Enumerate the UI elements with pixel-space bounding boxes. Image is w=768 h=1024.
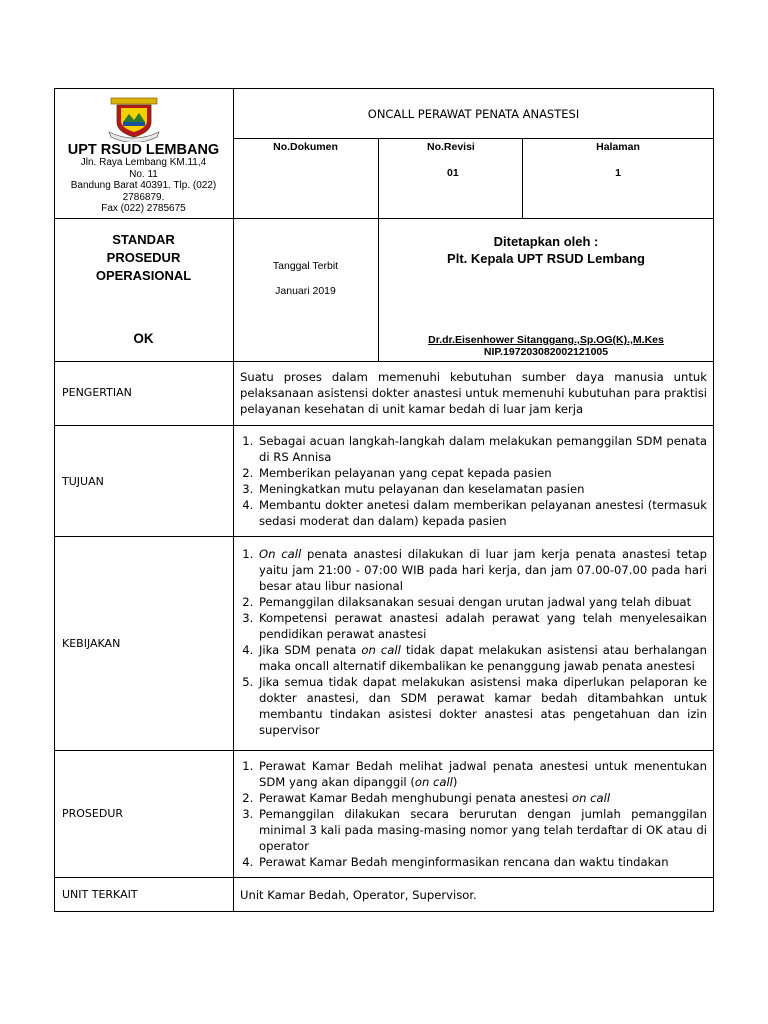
section-label-prosedur: PROSEDUR: [62, 807, 124, 820]
address-line: Bandung Barat 40391. Tlp. (022): [70, 180, 217, 191]
row-divider: [54, 877, 714, 878]
list-item-text: penata anastesi dilakukan di luar jam kerja penata anastesi tetap yaitu jam 21:00 - 07:00 WIB pada hari kerja, dan jam 07.00-07.00 pada hari besar atau libur nasional: [259, 547, 708, 593]
list-item: 3. Meningkatkan mutu pelayanan dan keselamatan pasien: [257, 481, 707, 497]
sop-title-line: STANDAR: [112, 232, 175, 247]
list-item-text: Perawat Kamar Bedah menghubungi penata anestesi: [259, 791, 573, 805]
section-label-unit-terkait: UNIT TERKAIT: [62, 888, 138, 901]
unit-terkait-text: Unit Kamar Bedah, Operator, Supervisor.: [240, 888, 477, 902]
kebijakan-list: [240, 546, 707, 738]
org-name: UPT RSUD LEMBANG: [67, 142, 220, 158]
sop-title-line: OPERASIONAL: [95, 268, 192, 283]
sop-title-line: PROSEDUR: [106, 250, 181, 265]
list-item: 5. Jika semua tidak dapat melakukan asistensi maka diperlukan pelaporan ke dokter anastesi, dan SDM perawat kamar bedah ditambahkan untuk membantu tindakan asistesi dokter anastesi atas pengetahuan dan izin supervisor: [257, 674, 707, 738]
pengertian-text: Suatu proses dalam memenuhi kebutuhan sumber daya manusia untuk pelaksanaan asistensi dokter anastesi untuk memenuhi kubutuhan para praktisi pelayanan kesehatan di unit kamar bedah di luar jam kerja: [240, 370, 707, 416]
row-divider: [54, 750, 714, 751]
emphasis-text: on call: [572, 791, 611, 805]
list-item-text: Perawat Kamar Bedah melihat jadwal penata anestesi untuk menentukan SDM yang akan dipanggil (: [259, 759, 707, 789]
signatory-name: Dr.dr.Eisenhower Sitanggang.,Sp.OG(K).,M.Kes: [428, 334, 664, 346]
list-item: [257, 790, 707, 806]
page-label: Halaman: [596, 141, 640, 153]
address-line: No. 11: [129, 168, 158, 180]
emphasis-text: on call: [361, 643, 401, 657]
list-item: 2. Memberikan pelayanan yang cepat kepada pasien: [257, 465, 707, 481]
emphasis-text: On call: [259, 547, 302, 561]
tujuan-list: [240, 433, 707, 529]
list-item: [257, 546, 707, 594]
address-line: 2786879.: [122, 191, 165, 203]
revision-label: No.Revisi: [427, 141, 475, 153]
list-item-text: tidak dapat melakukan asistensi atau berhalangan maka oncall alternatif dikembalikan ke penanggung jawab penata anestesi: [259, 643, 707, 673]
issued-label: Tanggal Terbit: [272, 260, 339, 272]
section-label-tujuan: TUJUAN: [62, 475, 104, 488]
regional-crest-logo: [107, 96, 161, 142]
list-item: 3. Pemanggilan dilakukan secara berurutan dengan jumlah pemanggilan minimal 3 kali pada masing-masing nomor yang telah terdaftar di OK atau di operator: [257, 806, 707, 854]
list-item: 4. Membantu dokter anetesi dalam memberikan pelayanan anestesi (termasuk sedasi moderat dan dalam) kepada pasien: [257, 497, 707, 529]
address-line: Jln. Raya Lembang KM.11,4: [80, 157, 207, 168]
emphasis-text: on call: [414, 775, 453, 789]
issued-date: Januari 2019: [275, 285, 336, 297]
section-label-pengertian: PENGERTIAN: [62, 386, 132, 399]
address-line: Fax (022) 2785675: [101, 203, 186, 214]
column-divider: [378, 138, 379, 218]
row-divider: [54, 536, 714, 537]
row-divider: [54, 218, 714, 219]
signatory-nip: NIP.197203082002121005: [483, 346, 609, 358]
sop-unit: OK: [133, 331, 154, 346]
org-address: [56, 157, 231, 215]
list-item: [257, 758, 707, 790]
list-item: [257, 642, 707, 674]
prosedur-list: [240, 758, 707, 870]
approved-authority: Plt. Kepala UPT RSUD Lembang: [447, 251, 645, 266]
sop-title: [54, 231, 233, 285]
column-divider: [233, 88, 234, 912]
page-value: 1: [615, 167, 621, 179]
list-item: 4. Perawat Kamar Bedah menginformasikan rencana dan waktu tindakan: [257, 854, 707, 870]
list-item: 2. Pemanggilan dilaksanakan sesuai dengan urutan jadwal yang telah dibuat: [257, 594, 707, 610]
list-item: 1. Sebagai acuan langkah-langkah dalam melakukan pemanggilan SDM penata di RS Annisa: [257, 433, 707, 465]
document-title: ONCALL PERAWAT PENATA ANASTESI: [367, 107, 580, 121]
section-label-kebijakan: KEBIJAKAN: [62, 637, 121, 650]
list-item: 3. Kompetensi perawat anastesi adalah perawat yang telah menyelesaikan pendidikan perawat anastesi: [257, 610, 707, 642]
list-item-text: Jika SDM penata: [259, 643, 362, 657]
row-divider: [54, 425, 714, 426]
approved-heading: Ditetapkan oleh :: [493, 234, 599, 249]
row-divider: [54, 361, 714, 362]
revision-value: 01: [447, 167, 459, 179]
list-item-text: ): [452, 775, 458, 789]
row-divider: [233, 138, 714, 139]
doc-number-label: No.Dokumen: [273, 141, 338, 153]
